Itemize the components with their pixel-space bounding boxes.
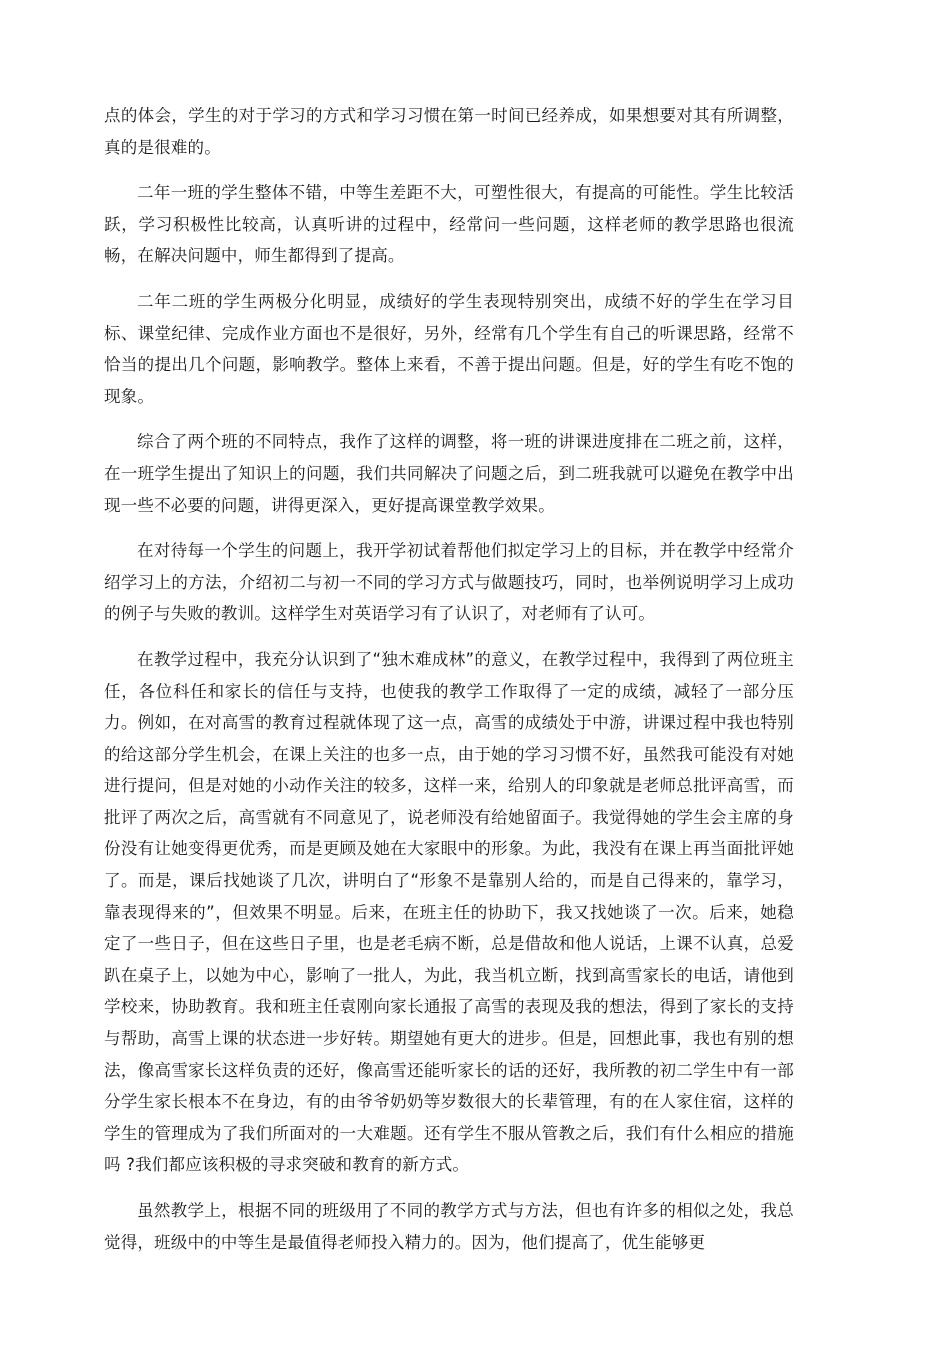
paragraph-class-two: 二年二班的学生两极分化明显，成绩好的学生表现特别突出，成绩不好的学生在学习目标、课堂纪律、完成作业方面也不是很好，另外，经常有几个学生有自己的听课思路，经常不恰当的提出几个问题，影响教学。整体上来看，不善于提出问题。但是，好的学生有吃不饱的现象。 bbox=[104, 291, 794, 406]
paragraph-continuation: 点的体会，学生的对于学习的方式和学习习惯在第一时间已经养成，如果想要对其有所调整，真的是很难的。 bbox=[104, 106, 794, 157]
document-body bbox=[104, 100, 794, 1272]
paragraph-student-goals: 在对待每一个学生的问题上，我开学初试着帮他们拟定学习上的目标，并在教学中经常介绍学习上的方法，介绍初二与初一不同的学习方式与做题技巧，同时，也举例说明学习上成功的例子与失败的教训。这样学生对英语学习有了认识了，对老师有了认可。 bbox=[104, 541, 794, 624]
paragraph-middle-students: 虽然教学上，根据不同的班级用了不同的教学方式与方法，但也有许多的相似之处，我总觉得，班级中的中等生是最值得老师投入精力的。因为，他们提高了，优生能够更 bbox=[104, 1201, 794, 1252]
paragraph-adjustment: 综合了两个班的不同特点，我作了这样的调整，将一班的讲课进度排在二班之前，这样，在一班学生提出了知识上的问题，我们共同解决了问题之后，到二班我就可以避免在教学中出现一些不必要的问题，讲得更深入，更好提高课堂教学效果。 bbox=[104, 432, 794, 515]
paragraph-teaching-process: 在教学过程中，我充分认识到了“独木难成林”的意义，在教学过程中，我得到了两位班主任，各位科任和家长的信任与支持，也使我的教学工作取得了一定的成绩，减轻了一部分压力。例如，在对高雪的教育过程就体现了这一点，高雪的成绩处于中游，讲课过程中我也特别的给这部分学生机会，在课上关注的也多一点，由于她的学习习惯不好，虽然我可能没有对她进行提问，但是对她的小动作关注的较多，这样一来，给别人的印象就是老师总批评高雪，而批评了两次之后，高雪就有不同意见了，说老师没有给她留面子。我觉得她的学生会主席的身份没有让她变得更优秀，而是更顾及她在大家眼中的形象。为此，我没有在课上再当面批评她了。而是，课后找她谈了几次，讲明白了“形象不是靠别人给的，而是自己得来的，靠学习，靠表现得来的”，但效果不明显。后来，在班主任的协助下，我又找她谈了一次。后来，她稳定了一些日子，但在这些日子里，也是老毛病不断，总是借故和他人说话，上课不认真，总爱趴在桌子上，以她为中心，影响了一批人，为此，我当机立断，找到高雪家长的电话，请他到学校来，协助教育。我和班主任袁刚向家长通报了高雪的表现及我的想法，得到了家长的支持与帮助，高雪上课的状态进一步好转。期望她有更大的进步。但是，回想此事，我也有别的想法，像高雪家长这样负责的还好，像高雪还能听家长的话的还好，我所教的初二学生中有一部分学生家长根本不在身边，有的由爷爷奶奶等岁数很大的长辈管理，有的在人家住宿，这样的学生的管理成为了我们所面对的一大难题。还有学生不服从管教之后，我们有什么相应的措施吗 ?我们都应该积极的寻求突破和教育的新方式。 bbox=[104, 649, 794, 1175]
paragraph-class-one: 二年一班的学生整体不错，中等生差距不大，可塑性很大，有提高的可能性。学生比较活跃，学习积极性比较高，认真听讲的过程中，经常问一些问题，这样老师的教学思路也很流畅，在解决问题中，师生都得到了提高。 bbox=[104, 183, 794, 266]
